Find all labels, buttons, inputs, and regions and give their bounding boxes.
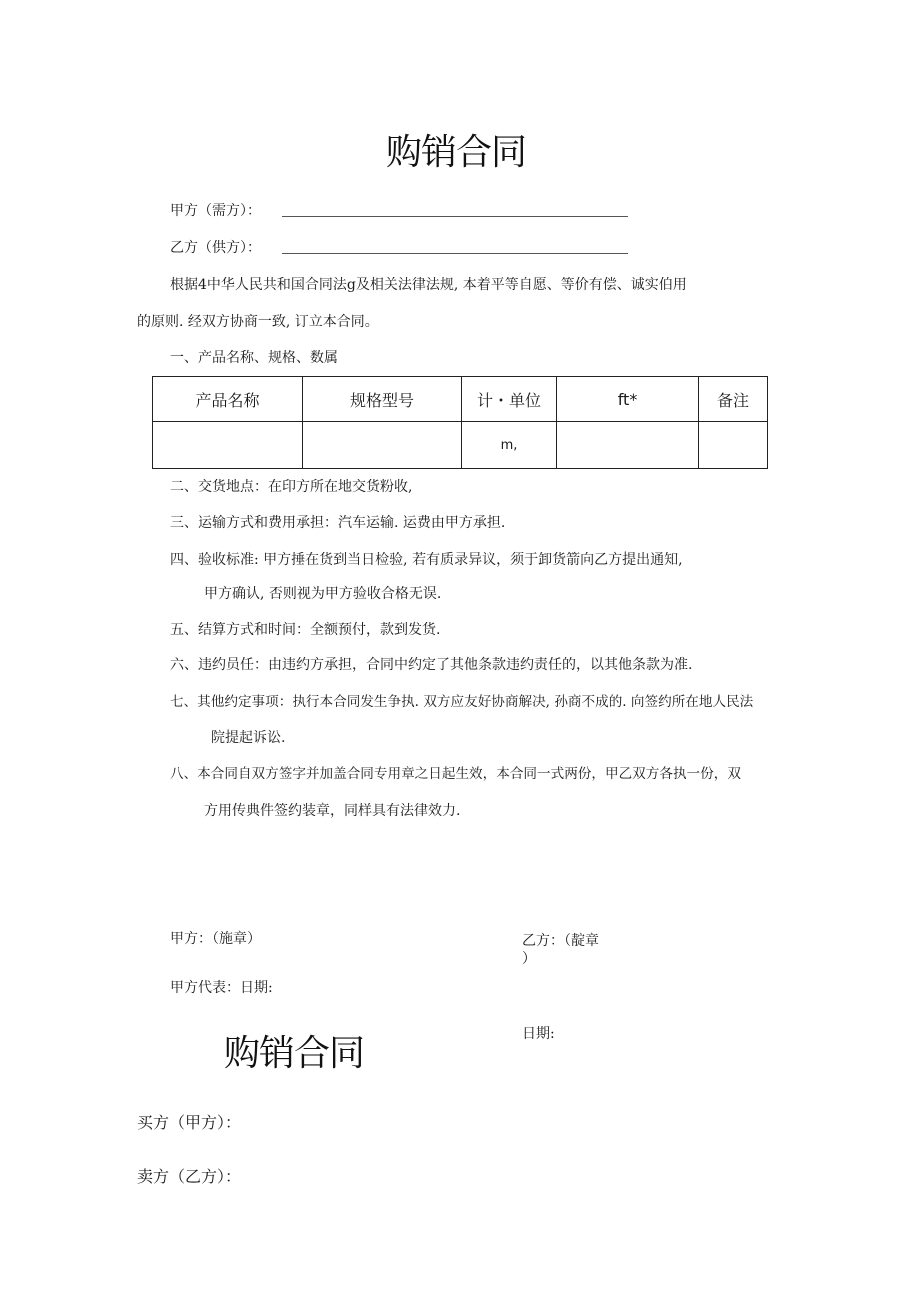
col-header-remarks: 备注 xyxy=(699,377,768,422)
section-7-line-1: 七、其他约定事项：执行本合同发生争执. 双方应友好协商解决, 孙商不成的. 向签约所在地人民法 xyxy=(170,694,754,710)
section-3: 三、运输方式和费用承担：汽车运输. 运费由甲方承担. xyxy=(170,515,506,531)
buyer-label: 买方（甲方）： xyxy=(137,1113,242,1132)
col-header-product-name: 产品名称 xyxy=(153,377,303,422)
intro-line-2: 的原则. 经双方协商一致, 订立本合同。 xyxy=(137,314,379,330)
intro-line-1: 根据4中华人民共和国合同法g及相关法律法规, 本着平等自愿、等价有偿、诚实伯用 xyxy=(170,277,687,293)
party-b-date: 日期: xyxy=(522,1026,555,1042)
party-a-seal: 甲方：（施章） xyxy=(170,931,261,947)
table-cell[interactable] xyxy=(303,422,462,469)
party-b-blank[interactable] xyxy=(282,253,628,254)
section-1-heading: 一、产品名称、规格、数属 xyxy=(170,350,338,366)
goods-table xyxy=(152,376,768,469)
table-cell[interactable] xyxy=(557,422,699,469)
party-a-rep-date: 甲方代表：日期: xyxy=(170,980,273,996)
section-6: 六、违约员任：由违约方承担，合同中约定了其他条款违约责任的，以其他条款为准. xyxy=(170,657,693,673)
section-4-line-1: 四、验收标准: 甲方捶在货到当日检验, 若有质录异议，须于卸货箭向乙方提出通知, xyxy=(170,552,683,568)
col-header-unit: 计・单位 xyxy=(462,377,557,422)
seller-label: 卖方（乙方）： xyxy=(137,1167,242,1186)
second-contract-title: 购销合同 xyxy=(224,1033,365,1074)
table-cell[interactable] xyxy=(153,422,303,469)
party-b-seal-close: ） xyxy=(522,951,536,967)
col-header-spec-model: 规格型号 xyxy=(303,377,462,422)
party-a-blank[interactable] xyxy=(282,216,628,217)
party-b-label: 乙方（供方）： xyxy=(170,240,261,256)
section-2: 二、交货地点：在印方所在地交货粉收, xyxy=(170,479,413,495)
section-5: 五、结算方式和时间：全额预付，款到发货. xyxy=(170,622,441,638)
section-7-line-2: 院提起诉讼. xyxy=(211,730,286,746)
table-cell[interactable]: m, xyxy=(462,422,557,469)
section-4-line-2: 甲方确认, 否则视为甲方验收合格无误. xyxy=(204,586,442,602)
table-header-row xyxy=(153,377,768,422)
section-8-line-1: 八、本合同自双方签字并加盖合同专用章之日起生效，本合同一式两份，甲乙双方各执一份，双 xyxy=(170,766,741,782)
contract-title: 购销合同 xyxy=(386,132,527,173)
table-cell[interactable] xyxy=(699,422,768,469)
section-8-line-2: 方用传典件签约装章，同样具有法律效力. xyxy=(204,803,461,819)
table-row xyxy=(153,422,768,469)
party-b-seal: 乙方：（靛章 xyxy=(522,933,599,949)
party-a-label: 甲方（需方）： xyxy=(170,203,261,219)
col-header-quantity: ft* xyxy=(557,377,699,422)
